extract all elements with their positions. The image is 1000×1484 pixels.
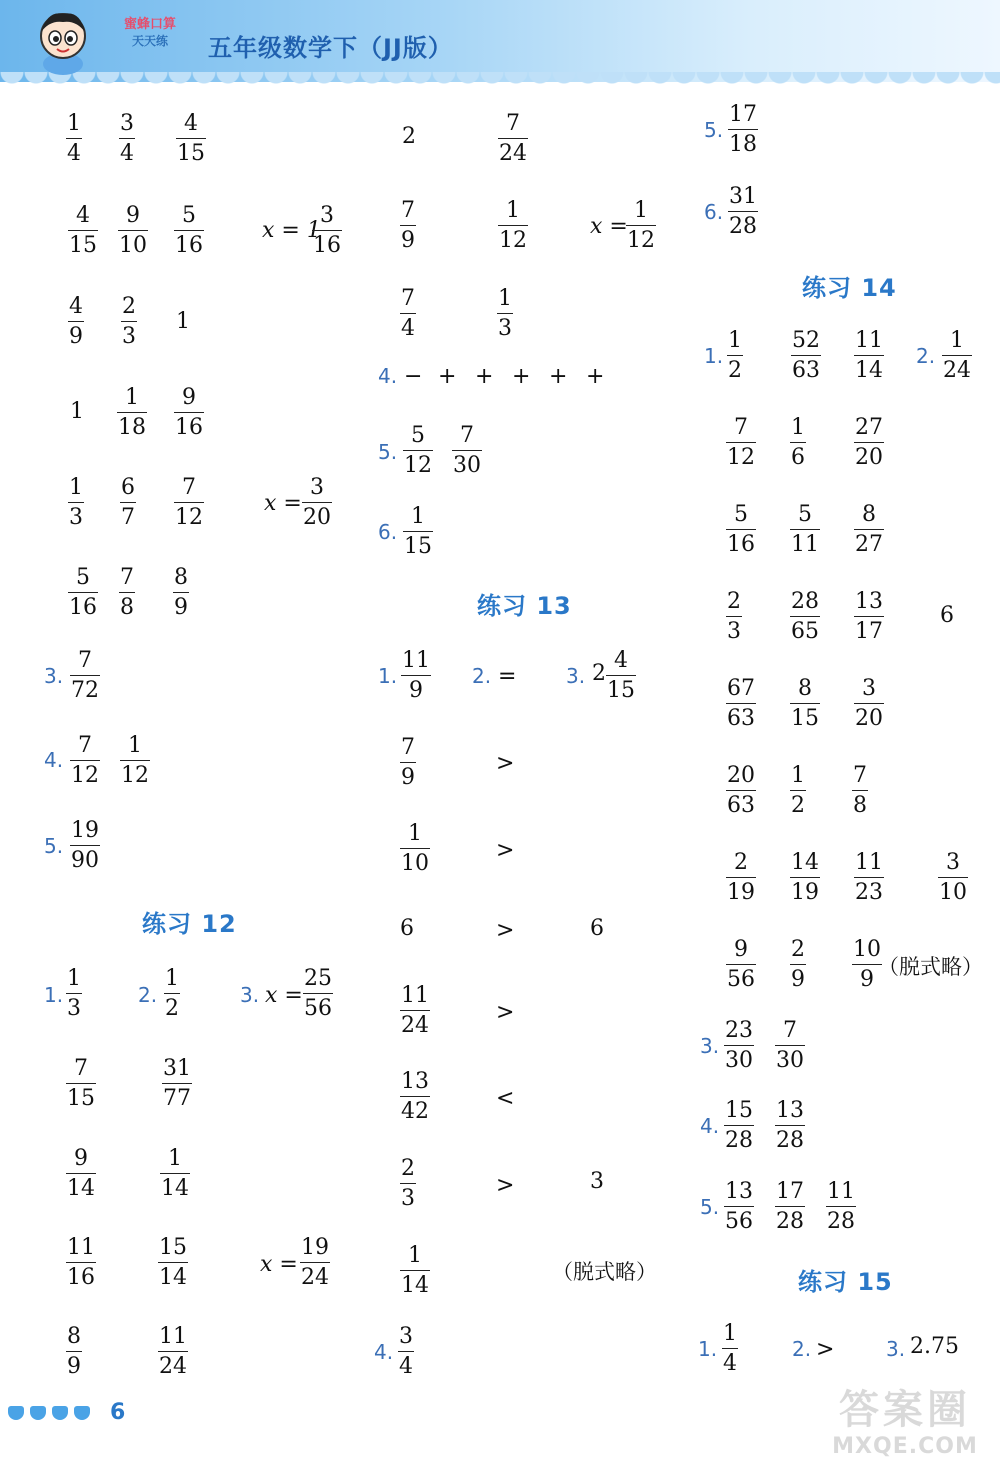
fraction: 67 63 — [727, 676, 755, 731]
whole-number: 2 — [592, 661, 606, 686]
page-number: 6 — [110, 1400, 126, 1425]
fraction: 1 12 — [121, 733, 149, 788]
fraction: 1 14 — [161, 1146, 189, 1201]
fraction: 1 18 — [118, 385, 146, 440]
fraction: 3 4 — [120, 111, 134, 166]
question-number: 5. — [378, 440, 398, 464]
question-number: 1. — [378, 664, 398, 688]
fraction: 8 15 — [791, 676, 819, 731]
fraction: 1 2 — [728, 328, 742, 383]
question-number: 3. — [886, 1337, 906, 1361]
fraction: 7 30 — [776, 1018, 804, 1073]
fraction: 52 63 — [792, 328, 820, 383]
series-logo — [110, 16, 190, 60]
fraction: 7 4 — [401, 286, 415, 341]
fraction: 13 42 — [401, 1069, 429, 1124]
compare-sign: > — [496, 838, 515, 863]
fraction: 4 15 — [177, 111, 205, 166]
fraction: 19 24 — [301, 1235, 329, 1290]
watermark-line1: 答案圈 — [839, 1387, 971, 1433]
equation-prefix: x = — [264, 491, 302, 516]
omitted-work-note: （脱式略） — [878, 955, 983, 979]
fraction: 4 15 — [607, 648, 635, 703]
sign: + — [586, 364, 605, 389]
answer-value: = — [498, 664, 517, 689]
header-wave-edge — [0, 72, 1000, 92]
watermark — [820, 1386, 990, 1476]
fraction: 7 9 — [401, 198, 415, 253]
fraction: 1 24 — [943, 328, 971, 383]
compare-sign: > — [496, 1000, 515, 1025]
fraction: 1 10 — [401, 821, 429, 876]
fraction: 3 20 — [855, 676, 883, 731]
fraction: 5 16 — [727, 502, 755, 557]
heart-icon — [8, 1406, 24, 1420]
question-number: 6. — [704, 200, 724, 224]
question-number: 1. — [698, 1337, 718, 1361]
fraction: 17 18 — [729, 102, 757, 157]
question-number: 1. — [44, 983, 64, 1007]
fraction: 11 16 — [67, 1235, 95, 1290]
fraction: 7 9 — [401, 735, 415, 790]
fraction: 11 23 — [855, 850, 883, 905]
fraction: 2 19 — [727, 850, 755, 905]
question-number: 2. — [138, 983, 158, 1007]
sign: + — [549, 364, 568, 389]
fraction: 9 16 — [175, 385, 203, 440]
fraction: 17 28 — [776, 1179, 804, 1234]
fraction: 28 65 — [791, 589, 819, 644]
question-number: 2. — [792, 1337, 812, 1361]
fraction: 7 30 — [453, 423, 481, 478]
series-logo-line2: 天天练 — [131, 34, 168, 48]
heart-icon — [30, 1406, 46, 1420]
fraction: 1 14 — [401, 1243, 429, 1298]
fraction: 14 19 — [791, 850, 819, 905]
sign: + — [475, 364, 494, 389]
fraction: 8 9 — [174, 565, 188, 620]
fraction: 19 90 — [71, 818, 99, 873]
fraction: 7 15 — [67, 1056, 95, 1111]
fraction: 9 14 — [67, 1146, 95, 1201]
fraction: 4 9 — [69, 294, 83, 349]
fraction: 2 3 — [401, 1156, 415, 1211]
watermark-line2: MXQE.COM — [832, 1434, 978, 1459]
question-number: 1. — [704, 344, 724, 368]
fraction: 11 9 — [402, 648, 430, 703]
fraction: 13 56 — [725, 1179, 753, 1234]
question-number: 5. — [704, 118, 724, 142]
fraction: 11 14 — [855, 328, 883, 383]
question-number: 2. — [916, 344, 936, 368]
fraction: 7 12 — [727, 415, 755, 470]
fraction: 3 16 — [313, 203, 341, 258]
fraction: 1 2 — [791, 763, 805, 818]
fraction: 25 56 — [304, 966, 332, 1021]
fraction: 8 27 — [855, 502, 883, 557]
section-heading-14: 练习 14 — [802, 274, 897, 302]
question-number: 4. — [44, 748, 64, 772]
section-heading-13: 练习 13 — [477, 592, 572, 620]
question-number: 4. — [374, 1340, 394, 1364]
compare-sign: > — [496, 751, 515, 776]
fraction: 7 72 — [71, 648, 99, 703]
question-number: 6. — [378, 520, 398, 544]
whole-number: 6 — [400, 916, 414, 941]
equation-prefix: x = 1 — [262, 218, 321, 243]
question-number: 5. — [700, 1195, 720, 1219]
question-number: 3. — [700, 1034, 720, 1058]
compare-sign: < — [496, 1086, 515, 1111]
heart-icon — [74, 1406, 90, 1420]
fraction: 15 14 — [159, 1235, 187, 1290]
book-title: 五年级数学下（JJ版） — [208, 34, 453, 62]
fraction: 2 3 — [122, 294, 136, 349]
whole-number: 2 — [402, 124, 416, 149]
sign: + — [438, 364, 457, 389]
heart-icon — [52, 1406, 68, 1420]
fraction: 1 3 — [69, 475, 83, 530]
fraction: 31 28 — [729, 184, 757, 239]
fraction: 1 3 — [67, 966, 81, 1021]
series-logo-line1: 蜜蜂口算 — [123, 17, 176, 32]
fraction: 1 12 — [499, 198, 527, 253]
fraction: 6 7 — [121, 475, 135, 530]
fraction: 10 9 — [853, 937, 881, 992]
whole-number: 1 — [176, 309, 190, 334]
fraction: 7 24 — [499, 111, 527, 166]
fraction: 7 12 — [71, 733, 99, 788]
fraction: 2 3 — [727, 589, 741, 644]
compare-sign: > — [496, 1173, 515, 1198]
equation-prefix: x = — [590, 214, 628, 239]
fraction: 27 20 — [855, 415, 883, 470]
fraction: 23 30 — [725, 1018, 753, 1073]
answer-value: > — [816, 1337, 835, 1362]
fraction: 20 63 — [727, 763, 755, 818]
fraction: 1 3 — [498, 286, 512, 341]
question-number: 4. — [378, 364, 398, 388]
fraction: 7 12 — [175, 475, 203, 530]
page-header — [0, 0, 1000, 82]
fraction: 1 2 — [165, 966, 179, 1021]
fraction: 7 8 — [853, 763, 867, 818]
fraction: 9 56 — [727, 937, 755, 992]
fraction: 5 12 — [404, 423, 432, 478]
fraction: 9 10 — [119, 203, 147, 258]
answer-value: 2.75 — [910, 1334, 959, 1359]
fraction: 5 16 — [69, 565, 97, 620]
fraction: 31 77 — [163, 1056, 191, 1111]
sign: − — [404, 364, 423, 389]
fraction: 13 28 — [776, 1098, 804, 1153]
fraction: 1 4 — [67, 111, 81, 166]
whole-number: 3 — [590, 1169, 604, 1194]
omitted-work-note: （脱式略） — [552, 1260, 657, 1284]
whole-number: 6 — [590, 916, 604, 941]
mascot-icon — [28, 6, 98, 76]
question-number: 3. — [566, 664, 586, 688]
fraction: 3 4 — [399, 1324, 413, 1379]
equation-prefix: x = — [265, 983, 303, 1008]
fraction: 11 24 — [159, 1324, 187, 1379]
fraction: 1 6 — [791, 415, 805, 470]
question-number: 2. — [472, 664, 492, 688]
question-number: 3. — [44, 664, 64, 688]
fraction: 2 9 — [791, 937, 805, 992]
whole-number: 1 — [70, 399, 84, 424]
whole-number: 6 — [940, 603, 954, 628]
question-number: 5. — [44, 834, 64, 858]
fraction: 3 20 — [303, 475, 331, 530]
equation-prefix: x = — [260, 1252, 298, 1277]
fraction: 7 8 — [120, 565, 134, 620]
question-number: 3. — [240, 983, 260, 1007]
section-heading-12: 练习 12 — [142, 910, 237, 938]
question-number: 4. — [700, 1114, 720, 1138]
fraction: 13 17 — [855, 589, 883, 644]
fraction: 5 11 — [791, 502, 819, 557]
fraction: 1 4 — [723, 1321, 737, 1376]
fraction: 1 12 — [627, 198, 655, 253]
fraction: 15 28 — [725, 1098, 753, 1153]
compare-sign: > — [496, 918, 515, 943]
fraction: 3 10 — [939, 850, 967, 905]
fraction: 4 15 — [69, 203, 97, 258]
fraction: 11 28 — [827, 1179, 855, 1234]
footer-decoration — [8, 1400, 90, 1426]
fraction: 8 9 — [67, 1324, 81, 1379]
sign: + — [512, 364, 531, 389]
fraction: 11 24 — [401, 983, 429, 1038]
section-heading-15: 练习 15 — [798, 1268, 893, 1296]
fraction: 1 15 — [404, 504, 432, 559]
fraction: 5 16 — [175, 203, 203, 258]
